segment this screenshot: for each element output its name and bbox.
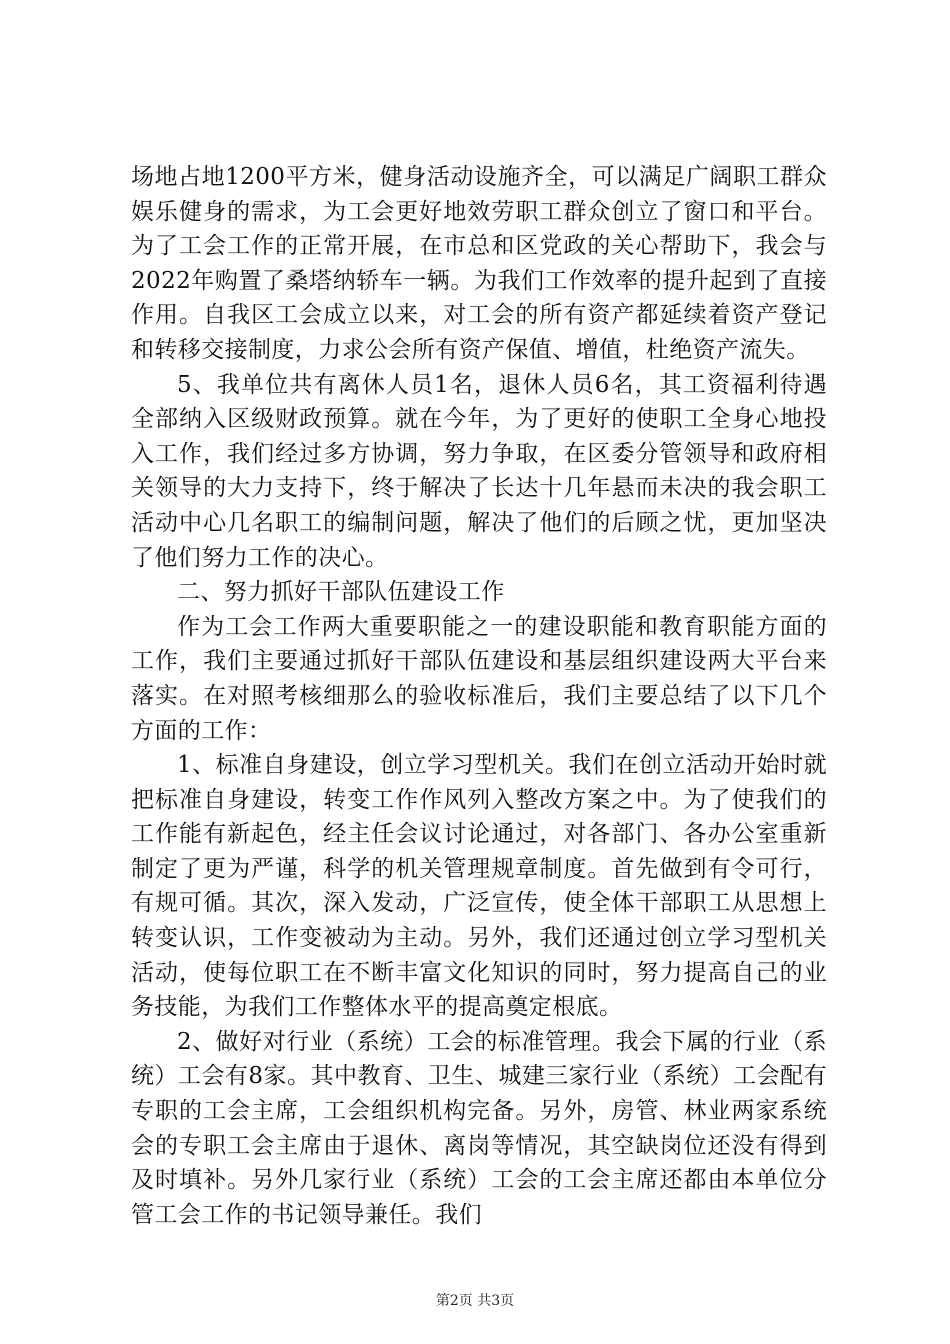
document-body [131, 160, 827, 1232]
paragraph-industry-unions: 2、做好对行业（系统）工会的标准管理。我会下属的行业（系统）工会有8家。其中教育、卫生、城建三家行业（系统）工会配有专职的工会主席，工会组织机构完备。另外，房管、林业两家系统会的专职工会主席由于退休、离岗等情况，其空缺岗位还没有得到及时填补。另外几家行业（系统）工会的工会主席还都由本单位分管工会工作的书记领导兼任。我们 [131, 1028, 827, 1228]
paragraph-retirees: 5、我单位共有离休人员1名，退休人员6名，其工资福利待遇全部纳入区级财政预算。就在今年，为了更好的使职工全身心地投入工作，我们经过多方协调，努力争取，在区委分管领导和政府相关领导的大力支持下，终于解决了长达十几年悬而未决的我会职工活动中心几名职工的编制问题，解决了他们的后顾之忧，更加坚决了他们努力工作的决心。 [131, 371, 827, 571]
section-heading-cadre-building: 二、努力抓好干部队伍建设工作 [177, 579, 505, 606]
paragraph-learning-organization: 1、标准自身建设，创立学习型机关。我们在创立活动开始时就把标准自身建设，转变工作作风列入整改方案之中。为了使我们的工作能有新起色，经主任会议讨论通过，对各部门、各办公室重新制定了更为严谨，科学的机关管理规章制度。首先做到有令可行，有规可循。其次，深入发动，广泛宣传，使全体干部职工从思想上转变认识，工作变被动为主动。另外，我们还通过创立学习型机关活动，使每位职工在不断丰富文化知识的同时，努力提高自己的业务技能，为我们工作整体水平的提高奠定根底。 [131, 752, 827, 1021]
paragraph-intro: 作为工会工作两大重要职能之一的建设职能和教育职能方面的工作，我们主要通过抓好干部队伍建设和基层组织建设两大平台来落实。在对照考核细那么的验收标准后，我们主要总结了以下几个方面的工作： [131, 613, 827, 744]
paragraph-assets: 场地占地1200平方米，健身活动设施齐全，可以满足广阔职工群众娱乐健身的需求，为工会更好地效劳职工群众创立了窗口和平台。为了工会工作的正常开展，在市总和区党政的关心帮助下，我会与2022年购置了桑塔纳轿车一辆。为我们工作效率的提升起到了直接作用。自我区工会成立以来，对工会的所有资产都延续着资产登记和转移交接制度，力求公会所有资产保值、增值，杜绝资产流失。 [131, 164, 827, 363]
page-number-footer: 第2页 共3页 [435, 1293, 515, 1309]
